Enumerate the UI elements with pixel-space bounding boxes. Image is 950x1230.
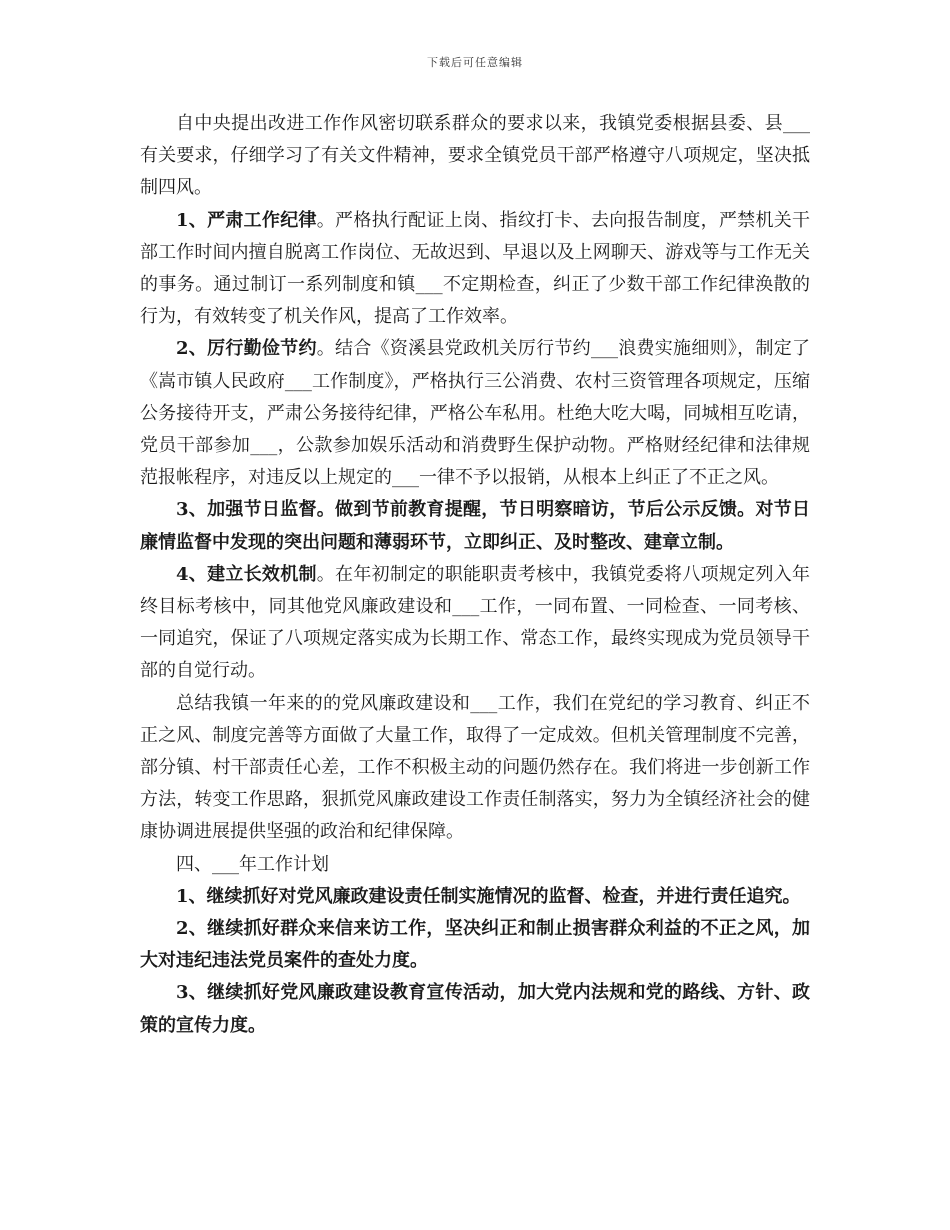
section-heading: 1、严肃工作纪律	[176, 209, 317, 231]
section-discipline	[140, 205, 810, 334]
paragraph-text: 1、继续抓好对党风廉政建设责任制实施情况的监督、检查，并进行责任追究。	[176, 885, 801, 907]
document-body	[140, 108, 810, 1042]
section-heading: 2、厉行勤俭节约	[176, 338, 317, 360]
paragraph-text: 四、___年工作计划	[176, 853, 329, 875]
plan-item-1	[140, 881, 810, 913]
paragraph-text: 总结我镇一年来的的党风廉政建设和___工作，我们在党纪的学习教育、纠正不正之风、制度完善等方面做了大量工作，取得了一定成效。但机关管理制度不完善，部分镇、村干部责任心差，工作不积极主动的问题仍然存在。我们将进一步创新工作方法，转变工作思路，狠抓党风廉政建设工作责任制落实，努力为全镇经济社会的健康协调进展提供坚强的政治和纪律保障。	[140, 692, 810, 843]
page-header: 下载后可任意编辑	[427, 56, 523, 69]
section-holiday-supervision	[140, 494, 810, 558]
paragraph-text: 。做到节前教育提醒，节日明察暗访，节后公示反馈。对节日廉情监督中发现的突出问题和薄弱环节，立即纠正、及时整改、建章立制。	[140, 499, 811, 553]
paragraph-text: 。严格执行配证上岗、指纹打卡、去向报告制度，严禁机关干部工作时间内擅自脱离工作岗位、无故迟到、早退以及上网聊天、游戏等与工作无关的事务。通过制订一系列制度和镇___不定期检查，纠正了少数干部工作纪律涣散的行为，有效转变了机关作风，提高了工作效率。	[140, 209, 811, 328]
summary-paragraph	[140, 688, 810, 849]
section-long-term-mechanism	[140, 559, 810, 688]
paragraph-text: 。在年初制定的职能职责考核中，我镇党委将八项规定列入年终目标考核中，同其他党风廉政建设和___工作，一同布置、一同检查、一同考核、一同追究，保证了八项规定落实成为长期工作、常态工作，最终实现成为党员领导干部的自觉行动。	[140, 563, 811, 682]
section-frugality	[140, 333, 810, 494]
work-plan-title	[140, 849, 810, 881]
plan-item-3	[140, 977, 810, 1041]
paragraph-text: 3、继续抓好党风廉政建设教育宣传活动，加大党内法规和党的路线、方针、政策的宣传力度。	[140, 982, 810, 1036]
plan-item-2	[140, 913, 810, 977]
paragraph-text: 。结合《资溪县党政机关厉行节约___浪费实施细则》，制定了《嵩市镇人民政府___工作制度》，严格执行三公消费、农村三资管理各项规定，压缩公务接待开支，严肃公务接待纪律，严格公车私用。杜绝大吃大喝，同城相互吃请，党员干部参加___，公款参加娱乐活动和消费野生保护动物。严格财经纪律和法律规范报帐程序，对违反以上规定的___一律不予以报销，从根本上纠正了不正之风。	[140, 338, 811, 489]
paragraph-text: 2、继续抓好群众来信来访工作，坚决纠正和制止损害群众利益的不正之风，加大对违纪违法党员案件的查处力度。	[140, 918, 810, 972]
intro-paragraph	[140, 108, 810, 205]
section-heading: 4、建立长效机制	[176, 563, 317, 585]
section-heading: 3、加强节日监督	[176, 499, 317, 521]
paragraph-text: 自中央提出改进工作作风密切联系群众的要求以来，我镇党委根据县委、县___有关要求，仔细学习了有关文件精神，要求全镇党员干部严格遵守八项规定，坚决抵制四风。	[140, 113, 810, 199]
